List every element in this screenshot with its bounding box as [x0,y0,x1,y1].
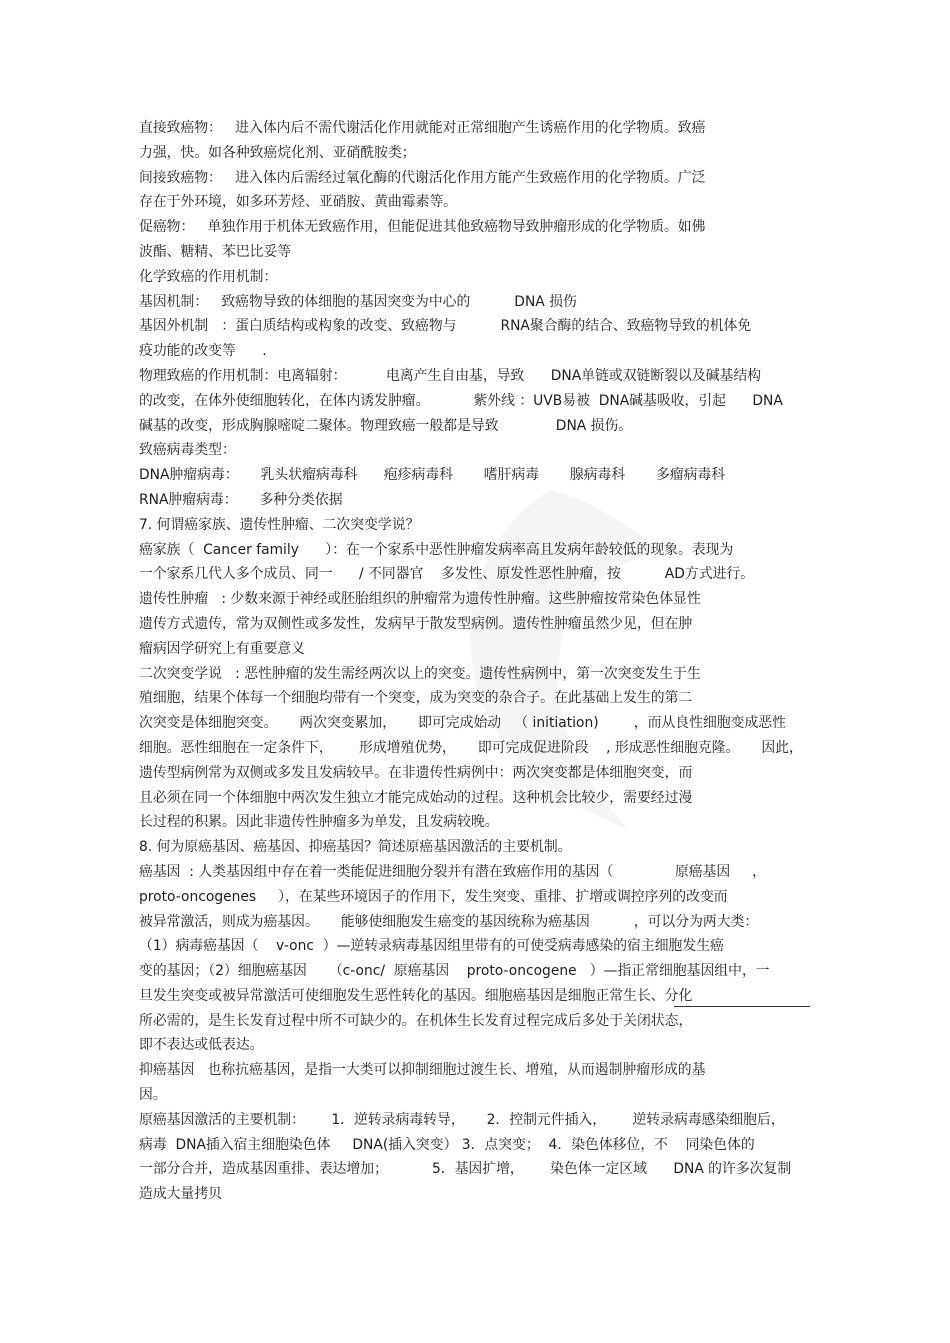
text-line: 且必须在同一个体细胞中两次发生独立才能完成始动的过程。这种机会比较少，需要经过漫 [139,789,693,806]
text-line: RNA肿瘤病毒： 多种分类依据 [139,491,343,508]
text-line: 癌家族（ Cancer family ）：在一个家系中恶性肿瘤发病率高且发病年龄较低的现象。表现为 [139,541,734,558]
underline-rule [674,1006,810,1007]
text-line: 即不表达或低表达。 [139,1037,264,1054]
text-line: 遗传型病例常为双侧或多发且发病较早。在非遗传性病例中：两次突变都是体细胞突变，而 [139,764,693,781]
text-line: proto-oncogenes ），在某些环境因子的作用下，发生突变、重排、扩增或调控序列的改变而 [139,888,728,905]
text-line: 殖细胞，结果个体每一个细胞均带有一个突变，成为突变的杂合子。在此基础上发生的第二 [139,690,693,707]
text-line: 遗传性肿瘤 : 少数来源于神经或胚胎组织的肿瘤常为遗传性肿瘤。这些肿瘤按常染色体显性 [139,591,701,608]
text-line: 变的基因；（2）细胞癌基因 （c-onc/ 原癌基因 proto-oncogene ）—指正常细胞基因组中，一 [139,963,770,980]
text-line: DNA肿瘤病毒： 乳头状瘤病毒科 疱疹病毒科 嗜肝病毒 腺病毒科 多瘤病毒科 [139,467,726,484]
question-heading: 8. 何为原癌基因、癌基因、抑癌基因？简述原癌基因激活的主要机制。 [139,839,572,856]
text-line: 造成大量拷贝 [139,1186,222,1203]
text-line: 物理致癌的作用机制：电离辐射： 电离产生自由基，导致 DNA单链或双链断裂以及碱基结构 [139,367,762,384]
text-line: 存在于外环境，如多环芳烃、亚硝胺、黄曲霉素等。 [139,194,458,211]
text-line: 间接致癌物： 进入体内后需经过氧化酶的代谢活化作用方能产生致癌作用的化学物质。广泛 [139,169,706,186]
text-line: 瘤病因学研究上有重要意义 [139,640,305,657]
text-line: 促癌物： 单独作用于机体无致癌作用，但能促进其他致癌物导致肿瘤形成的化学物质。如佛 [139,219,706,236]
text-line: 遗传方式遗传，常为双侧性或多发性，发病早于散发型病例。遗传性肿瘤虽然少见，但在肿 [139,615,693,632]
text-line: 基因外机制 ：蛋白质结构或构象的改变、致癌物与 RNA聚合酶的结合、致癌物导致的机体免 [139,318,752,335]
text-line: 碱基的改变，形成胸腺嘧啶二聚体。物理致癌一般都是导致 DNA 损伤。 [139,417,633,434]
section-heading: 化学致癌的作用机制： [139,268,278,285]
section-heading: 致癌病毒类型： [139,442,236,459]
text-line: 二次突变学说 : 恶性肿瘤的发生需经两次以上的突变。遗传性病例中，第一次突变发生于生 [139,665,701,682]
text-line: 波酯、糖精、苯巴比妥等 [139,243,292,260]
text-line: 原癌基因激活的主要机制： 1．逆转录病毒转导， 2．控制元件插入， 逆转录病毒感染细胞后， [139,1111,785,1128]
text-line: 的改变，在体外使细胞转化，在体内诱发肿瘤。 紫外线 ：UVB易被 DNA碱基吸收，引起 DNA [139,392,783,409]
text-line: 癌基因 : 人类基因组中存在着一类能促进细胞分裂并有潜在致癌作用的基因（ 原癌基因 ， [139,863,767,880]
text-line: 次突变是体细胞突变。 两次突变累加， 即可完成始动 （ initiation) ，而从良性细胞变成恶性 [139,715,786,732]
text-line: 细胞。恶性细胞在一定条件下， 形成增殖优势， 即可完成促进阶段 , 形成恶性细胞克隆。 因此， [139,739,803,756]
text-line: 旦发生突变或被异常激活可使细胞发生恶性转化的基因。细胞癌基因是细胞正常生长、分化 [139,987,693,1004]
question-heading: 7. 何谓癌家族、遗传性肿瘤、二次突变学说？ [139,516,420,533]
document-body [139,116,819,1207]
text-line: （1）病毒癌基因（ v-onc ）—逆转录病毒基因组里带有的可使受病毒感染的宿主细胞发生癌 [139,938,724,955]
text-line: 被异常激活，则成为癌基因。 能够使细胞发生癌变的基因统称为癌基因 ，可以分为两大类： [139,913,759,930]
text-line: 抑癌基因 也称抗癌基因，是指一大类可以抑制细胞过渡生长、增殖，从而遏制肿瘤形成的基 [139,1062,706,1079]
text-line: 疫功能的改变等 . [139,343,267,360]
text-line: 长过程的积累。因此非遗传性肿瘤多为单发，且发病较晚。 [139,814,499,831]
text-line: 力强，快。如各种致癌烷化剂、亚硝酰胺类； [139,144,416,161]
text-line: 病毒 DNA插入宿主细胞染色体 DNA(插入突变） 3．点突变； 4．染色体移位，不 同染色体的 [139,1136,755,1153]
text-line: 一部分合并，造成基因重排、表达增加； 5．基因扩增， 染色体一定区域 DNA 的许多次复制 [139,1161,792,1178]
text-line: 基因机制： 致癌物导致的体细胞的基因突变为中心的 DNA 损伤 [139,293,577,310]
text-line: 因。 [139,1087,167,1104]
text-line: 所必需的，是生长发育过程中所不可缺少的。在机体生长发育过程完成后多处于关闭状态， [139,1012,693,1029]
text-line: 直接致癌物： 进入体内后不需代谢活化作用就能对正常细胞产生诱癌作用的化学物质。致癌 [139,120,706,136]
text-line: 一个家系几代人多个成员、同一 / 不同器官 多发性、原发性恶性肿瘤，按 AD方式进行。 [139,566,755,583]
